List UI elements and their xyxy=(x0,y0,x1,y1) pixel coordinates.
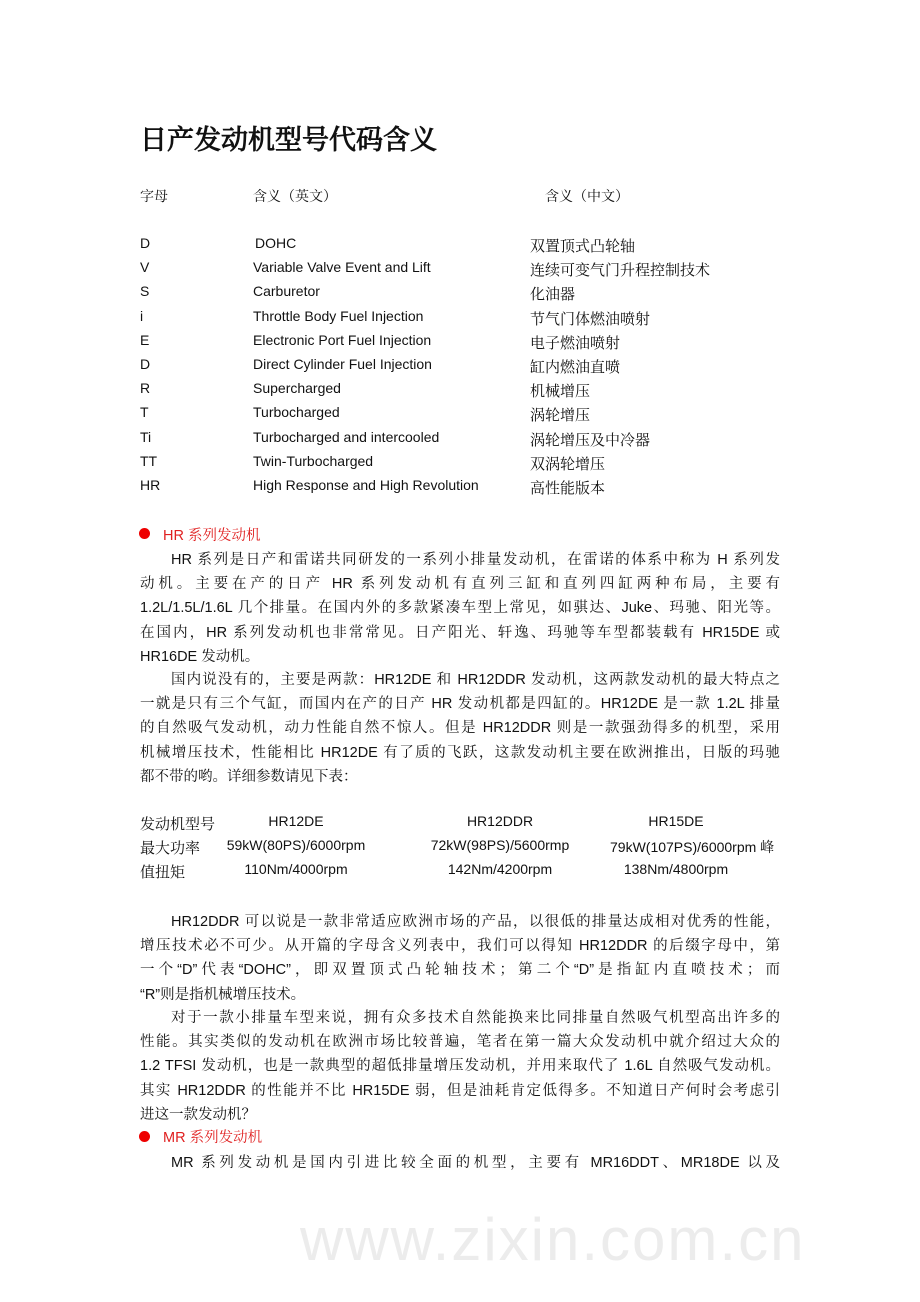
letter-cell: HR xyxy=(140,477,161,493)
row-label: 发动机型号 xyxy=(140,816,216,833)
text-line: HR16DE 发动机。 xyxy=(140,648,260,665)
english-meaning-cell: Supercharged xyxy=(253,380,341,397)
text-line: MR 系列发动机是国内引进比较全面的机型，主要有 MR16DDT、MR18DE 以及 xyxy=(171,1155,780,1171)
english-meaning-cell: Turbocharged and intercooled xyxy=(253,428,440,445)
english-meaning-cell: Variable Valve Event and Lift xyxy=(253,259,431,276)
spec-value: HR12DDR xyxy=(466,813,534,829)
text-line: 进这一款发动机？ xyxy=(140,1106,256,1123)
chinese-meaning-cell: 双涡轮增压 xyxy=(530,455,606,473)
letter-cell: Ti xyxy=(140,428,152,445)
text-line: 动机。主要在产的日产 HR 系列发动机有直列三缸和直列四缸两种布局，主要有 xyxy=(140,576,780,593)
english-meaning-cell: High Response and High Revolution xyxy=(253,477,479,493)
english-meaning-cell: Carburetor xyxy=(253,283,320,300)
chinese-meaning-cell: 高性能版本 xyxy=(530,480,606,497)
text-line: 1.2 TFSI 发动机，也是一款典型的超低排量增压发动机，并用来取代了 1.6L 自然吸气发动机。 xyxy=(140,1058,780,1075)
english-meaning-cell: Turbocharged xyxy=(253,404,340,421)
section-heading-hr: HR 系列发动机 xyxy=(163,528,261,544)
header-letter: 字母 xyxy=(140,189,168,205)
spec-value: HR15DE xyxy=(648,813,704,829)
bullet-icon xyxy=(139,1131,150,1142)
letter-cell: TT xyxy=(140,452,158,469)
text-line: 机械增压技术，性能相比 HR12DE 有了质的飞跃，这款发动机主要在欧洲推出，日版的玛驰 xyxy=(140,744,780,761)
spec-value: 59kW(80PS)/6000rpm xyxy=(226,837,366,853)
row-label: 值扭矩 xyxy=(140,864,186,881)
text-line: HR12DDR 可以说是一款非常适应欧洲市场的产品，以很低的排量达成相对优秀的性能， xyxy=(171,914,780,930)
text-line: 其实 HR12DDR 的性能并不比 HR15DE 弱，但是油耗肯定低得多。不知道日产何时会考虑引 xyxy=(140,1082,780,1099)
spec-value: 110Nm/4000rpm xyxy=(244,861,348,877)
row-label: 最大功率 xyxy=(140,840,201,857)
letter-cell: S xyxy=(140,283,150,300)
watermark: www.zixin.com.cn xyxy=(300,1206,806,1273)
text-line: 一个“D”代表“DOHC”，即双置顶式凸轮轴技术；第二个“D”是指缸内直喷技术；而 xyxy=(140,962,780,979)
chinese-meaning-cell: 电子燃油喷射 xyxy=(530,334,621,352)
text-line: 增压技术必不可少。从开篇的字母含义列表中，我们可以得知 HR12DDR 的后缀字母中，第 xyxy=(140,938,780,955)
text-line: 1.2L/1.5L/1.6L 几个排量。在国内外的多款紧凑车型上常见，如骐达、Juke、玛驰、阳光等。 xyxy=(140,600,780,617)
spec-value: 142Nm/4200rpm xyxy=(447,861,553,877)
section-heading-mr: MR 系列发动机 xyxy=(163,1130,263,1146)
english-meaning-cell: Electronic Port Fuel Injection xyxy=(253,331,432,348)
text-line: HR 系列是日产和雷诺共同研发的一系列小排量发动机，在雷诺的体系中称为 H 系列发 xyxy=(171,552,780,568)
text-line: 性能。其实类似的发动机在欧洲市场比较普遍，笔者在第一篇大众发动机中就介绍过大众的 xyxy=(140,1034,780,1051)
letter-cell: i xyxy=(140,307,144,324)
chinese-meaning-cell: 机械增压 xyxy=(530,383,591,401)
letter-cell: E xyxy=(140,331,150,348)
letter-cell: D xyxy=(140,235,151,251)
chinese-meaning-cell: 双置顶式凸轮轴 xyxy=(530,238,636,255)
english-meaning-cell: Twin-Turbocharged xyxy=(253,452,374,469)
page-title: 日产发动机型号代码含义 xyxy=(140,125,437,155)
spec-value: 79kW(107PS)/6000rpm 峰 xyxy=(610,839,775,855)
header-chinese: 含义（中文） xyxy=(545,189,629,205)
letter-cell: D xyxy=(140,356,151,372)
spec-value: HR12DE xyxy=(268,813,324,829)
chinese-meaning-cell: 化油器 xyxy=(530,286,576,304)
text-line: “R”则是指机械增压技术。 xyxy=(140,986,306,1003)
english-meaning-cell: DOHC xyxy=(255,235,297,251)
letter-cell: T xyxy=(140,404,149,421)
letter-cell: R xyxy=(140,380,151,397)
chinese-meaning-cell: 节气门体燃油喷射 xyxy=(530,310,651,328)
english-meaning-cell: Direct Cylinder Fuel Injection xyxy=(253,356,432,372)
text-line: 都不带的哟。详细参数请见下表： xyxy=(140,768,358,785)
chinese-meaning-cell: 连续可变气门升程控制技术 xyxy=(530,262,711,280)
bullet-icon xyxy=(139,528,150,539)
text-line: 在国内，HR 系列发动机也非常常见。日产阳光、轩逸、玛驰等车型都装载有 HR15DE 或 xyxy=(140,624,780,641)
text-line: 的自然吸气发动机，动力性能自然不惊人。但是 HR12DDR 则是一款强劲得多的机型，采用 xyxy=(140,720,780,737)
text-line: 对于一款小排量车型来说，拥有众多技术自然能换来比同排量自然吸气机型高出许多的 xyxy=(171,1010,780,1026)
text-line: 国内说没有的，主要是两款：HR12DE 和 HR12DDR 发动机，这两款发动机的最大特点之 xyxy=(171,672,780,688)
chinese-meaning-cell: 涡轮增压及中冷器 xyxy=(530,431,651,449)
spec-value: 72kW(98PS)/5600rmp xyxy=(430,837,570,853)
letter-cell: V xyxy=(140,259,150,276)
chinese-meaning-cell: 涡轮增压 xyxy=(530,407,591,425)
english-meaning-cell: Throttle Body Fuel Injection xyxy=(253,307,424,324)
chinese-meaning-cell: 缸内燃油直喷 xyxy=(530,359,621,376)
header-english: 含义（英文） xyxy=(253,189,337,205)
text-line: 一就是只有三个气缸，而国内在产的日产 HR 发动机都是四缸的。HR12DE 是一款 1.2L 排量 xyxy=(140,696,780,713)
spec-value: 138Nm/4800rpm xyxy=(623,861,729,877)
